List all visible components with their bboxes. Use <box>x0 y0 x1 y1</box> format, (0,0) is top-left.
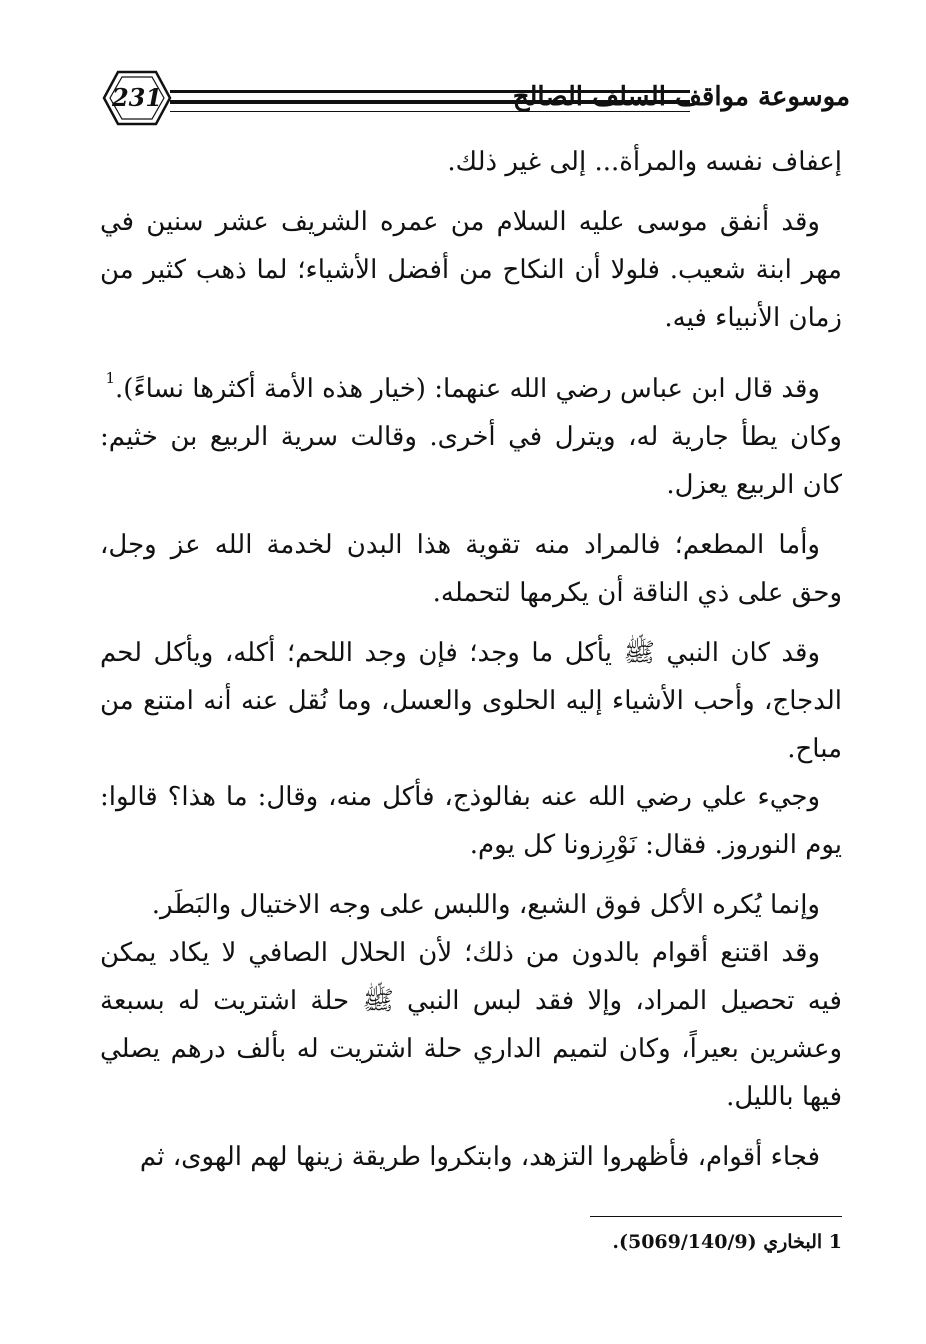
page-header <box>100 66 850 128</box>
paragraph-7: وجيء علي رضي الله عنه بفالوذج، فأكل منه، وقال: ما هذا؟ قالوا: يوم النوروز. فقال: نَوْرِزونا كل يوم. <box>100 782 842 860</box>
footnote <box>500 1228 842 1256</box>
footnote-text: البخاري (5069/140/9). <box>612 1231 823 1253</box>
book-title: موسوعة مواقف السلف الصالح <box>512 82 850 112</box>
paragraph-4: وكان يطأ جارية له، ويترل في أخرى. وقالت سرية الربيع بن خثيم: كان الربيع يعزل. <box>100 422 842 500</box>
paragraph-10: فجاء أقوام، فأظهروا التزهد، وابتكروا طريقة زينها لهم الهوى، ثم <box>139 1142 820 1172</box>
footnote-number: 1 <box>828 1231 842 1253</box>
page-body <box>100 138 842 1181</box>
page-number: 231 <box>111 83 163 112</box>
paragraph-1: إعفاف نفسه والمرأة... إلى غير ذلك. <box>447 147 842 177</box>
paragraph-2: وقد أنفق موسى عليه السلام من عمره الشريف عشر سنين في مهر ابنة شعيب. فلولا أن النكاح من أفضل الأشياء؛ لما ذهب كثير من زمان الأنبياء فيه. <box>100 207 842 333</box>
paragraph-3-text: وقد قال ابن عباس رضي الله عنهما: (خيار هذه الأمة أكثرها نساءً). <box>115 374 820 404</box>
paragraph-8: وإنما يُكره الأكل فوق الشبع، واللبس على وجه الاختيال والبَطَر. <box>151 890 820 920</box>
paragraph-3 <box>100 354 842 413</box>
paragraph-5: وأما المطعم؛ فالمراد منه تقوية هذا البدن لخدمة الله عز وجل، وحق على ذي الناقة أن يكرمها لتحمله. <box>100 530 842 608</box>
page-number-badge <box>100 68 174 128</box>
paragraph-6: وقد كان النبي ﷺ يأكل ما وجد؛ فإن وجد اللحم؛ أكله، ويأكل لحم الدجاج، وأحب الأشياء إليه الحلوى والعسل، وما نُقل عنه أنه امتنع من مباح. <box>100 638 842 764</box>
footnote-separator <box>590 1216 842 1217</box>
footnote-marker: 1 <box>105 369 116 387</box>
paragraph-9: وقد اقتنع أقوام بالدون من ذلك؛ لأن الحلال الصافي لا يكاد يمكن فيه تحصيل المراد، وإلا فقد لبس النبي ﷺ حلة اشتريت له بسبعة وعشرين بعيراً، وكان لتميم الداري حلة اشتريت له بألف درهم يصلي فيها بالليل. <box>100 938 842 1112</box>
